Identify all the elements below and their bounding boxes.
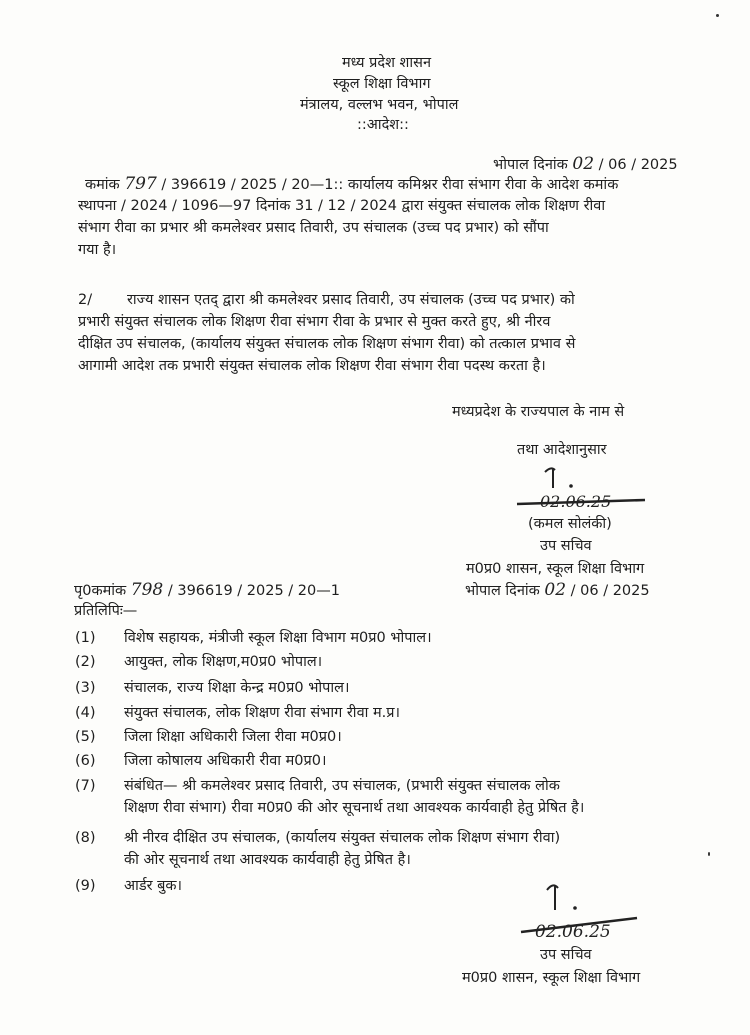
order-para2-line: दीक्षित उप संचालक, (कार्यालय संयुक्त संचालक लोक शिक्षण संभाग रीवा) को तत्काल प्रभाव से xyxy=(78,336,576,352)
order-para1-line: गया है। xyxy=(78,242,117,258)
copy-to-label: प्रतिलिपिः— xyxy=(74,603,138,619)
order-date-prefix: भोपाल दिनांक xyxy=(493,157,568,173)
signature-2-date: 02.06.25 xyxy=(535,922,611,942)
copy-item-text: की ओर सूचनार्थ तथा आवश्यक कार्यवाही हेतु प्रेषित है। xyxy=(124,852,411,868)
copy-item-text: जिला शिक्षा अधिकारी जिला रीवा म0प्र0। xyxy=(124,729,342,745)
copy-item-number: (8) xyxy=(75,830,96,846)
endorsement-date-rest: / 06 / 2025 xyxy=(570,583,650,599)
order-date-rest: / 06 / 2025 xyxy=(598,157,678,173)
copy-item-text: जिला कोषालय अधिकारी रीवा म0प्र0। xyxy=(124,753,327,769)
copy-item-text: संयुक्त संचालक, लोक शिक्षण रीवा संभाग रीवा म.प्र। xyxy=(124,705,401,721)
order-para1-line: स्थापना / 2024 / 1096—97 दिनांक 31 / 12 / 2024 द्वारा संयुक्त संचालक लोक शिक्षण रीवा xyxy=(78,198,606,214)
signatory-name: (कमल सोलंकी) xyxy=(528,516,612,532)
endorsement-signatory-department: म0प्र0 शासन, स्कूल शिक्षा विभाग xyxy=(462,970,641,986)
copy-item-number: (3) xyxy=(75,680,96,696)
letterhead-government: मध्य प्रदेश शासन xyxy=(342,55,432,71)
copy-item-number: (7) xyxy=(75,778,96,794)
scan-speck xyxy=(708,852,710,856)
signatory-department: म0प्र0 शासन, स्कूल शिक्षा विभाग xyxy=(466,561,645,577)
order-para1-line: संभाग रीवा का प्रभार श्री कमलेश्वर प्रसाद तिवारी, उप संचालक (उच्च पद प्रभार) को सौंपा xyxy=(78,220,549,236)
order-reference-line xyxy=(85,174,618,195)
copy-item-text: आर्डर बुक। xyxy=(124,878,183,894)
endorsement-ref-handwritten-number: 798 xyxy=(130,580,164,600)
endorsement-date-prefix: भोपाल दिनांक xyxy=(465,583,540,599)
closing-by-order: तथा आदेशानुसार xyxy=(517,442,607,458)
signature-1-date: 02.06.25 xyxy=(540,492,612,511)
copy-item-text: शिक्षण रीवा संभाग) रीवा म0प्र0 की ओर सूचनार्थ तथा आवश्यक कार्यवाही हेतु प्रेषित है। xyxy=(124,800,585,816)
copy-item-number: (9) xyxy=(75,878,96,894)
copy-item-number: (1) xyxy=(75,630,96,646)
copy-item-text: संबंधित— श्री कमलेश्वर प्रसाद तिवारी, उप संचालक, (प्रभारी संयुक्त संचालक लोक xyxy=(124,778,560,794)
copy-item-text: संचालक, राज्य शिक्षा केन्द्र म0प्र0 भोपाल। xyxy=(124,680,350,696)
order-ref-prefix: कमांक xyxy=(85,177,120,193)
closing-governor: मध्यप्रदेश के राज्यपाल के नाम से xyxy=(452,404,625,420)
copy-item-number: (4) xyxy=(75,705,96,721)
copy-item-text: विशेष सहायक, मंत्रीजी स्कूल शिक्षा विभाग म0प्र0 भोपाल। xyxy=(124,630,432,646)
letterhead-address: मंत्रालय, वल्लभ भवन, भोपाल xyxy=(300,97,459,113)
letterhead-department: स्कूल शिक्षा विभाग xyxy=(333,76,431,92)
order-date-handwritten: 02 xyxy=(572,154,595,174)
order-para2-line: प्रभारी संयुक्त संचालक लोक शिक्षण रीवा संभाग रीवा के प्रभार से मुक्त करते हुए, श्री नीरव xyxy=(78,314,551,330)
order-heading: ::आदेश:: xyxy=(357,117,409,133)
order-ref-handwritten-number: 797 xyxy=(124,174,157,194)
endorsement-ref-rest: / 396619 / 2025 / 20—1 xyxy=(167,583,340,599)
copy-item-number: (5) xyxy=(75,729,96,745)
endorsement-signatory-title: उप सचिव xyxy=(540,947,592,963)
endorsement-reference xyxy=(74,580,340,601)
copy-item-number: (2) xyxy=(75,654,96,670)
signatory-title: उप सचिव xyxy=(540,538,592,554)
scan-speck xyxy=(716,14,719,17)
endorsement-date-handwritten: 02 xyxy=(544,580,567,600)
endorsement-date xyxy=(465,580,650,601)
order-para1-line: / 396619 / 2025 / 20—1:: कार्यालय कमिश्नर रीवा संभाग रीवा के आदेश कमांक xyxy=(161,177,619,193)
copy-item-text: श्री नीरव दीक्षित उप संचालक, (कार्यालय संयुक्त संचालक लोक शिक्षण संभाग रीवा) xyxy=(124,830,561,846)
copy-item-number: (6) xyxy=(75,753,96,769)
order-para2-line: राज्य शासन एतद् द्वारा श्री कमलेश्वर प्रसाद तिवारी, उप संचालक (उच्च पद प्रभार) को xyxy=(127,292,575,308)
endorsement-ref-prefix: पृ0कमांक xyxy=(74,583,127,599)
order-para2-line: आगामी आदेश तक प्रभारी संयुक्त संचालक लोक शिक्षण रीवा संभाग रीवा पदस्थ करता है। xyxy=(78,358,546,374)
order-date xyxy=(493,154,678,175)
copy-item-text: आयुक्त, लोक शिक्षण,म0प्र0 भोपाल। xyxy=(124,654,323,670)
para2-number: 2/ xyxy=(78,292,93,308)
